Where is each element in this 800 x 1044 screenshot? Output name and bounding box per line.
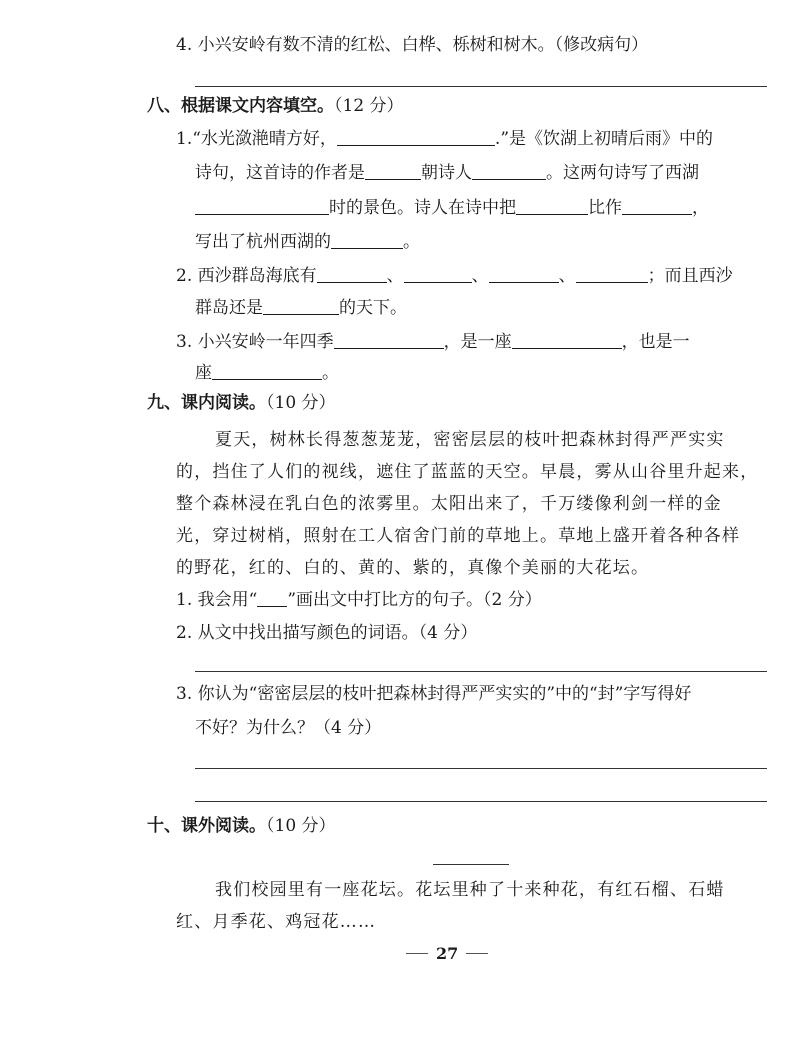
blank-seabed-4[interactable] xyxy=(576,268,648,283)
s9-q1 xyxy=(176,592,542,609)
blank-season[interactable] xyxy=(334,334,444,349)
section-10-heading xyxy=(147,818,336,835)
section-8-title: 八、根据课文内容填空。 xyxy=(147,96,334,116)
blank-treasure-1[interactable] xyxy=(512,334,622,349)
section-8-heading xyxy=(147,98,404,115)
section-8-points: （12 分） xyxy=(334,96,404,116)
section-9-points: （10 分） xyxy=(266,393,336,413)
answer-line[interactable] xyxy=(195,86,767,87)
blank-treasure-2[interactable] xyxy=(212,365,322,380)
s8-q2-text: ；而且西沙 xyxy=(647,266,733,286)
s8-q3-line2 xyxy=(195,365,339,382)
separator: 、 xyxy=(471,266,489,286)
s9-q3-line2: 不好？为什么？（4 分） xyxy=(195,718,382,738)
blank-seabed-2[interactable] xyxy=(404,268,472,283)
s9-q1-text: 1. 我会用“ xyxy=(176,590,258,610)
s8-q2-text: 2. 西沙群岛海底有 xyxy=(176,266,317,286)
s8-q3-text: ，也是一 xyxy=(621,332,690,352)
blank-dynasty[interactable] xyxy=(365,165,421,180)
s8-q1-text: 诗句，这首诗的作者是 xyxy=(195,163,365,183)
s8-q2-text: 群岛还是 xyxy=(195,298,263,318)
s8-q2-text: 的天下。 xyxy=(339,298,407,318)
answer-line[interactable] xyxy=(195,801,767,802)
divider xyxy=(466,953,488,954)
divider xyxy=(406,953,428,954)
s8-q1-text: 。这两句诗写了西湖 xyxy=(546,163,699,183)
blank-compare-a[interactable] xyxy=(516,200,588,215)
blank-feature[interactable] xyxy=(331,234,403,249)
blank-seabed-1[interactable] xyxy=(317,268,387,283)
s9-q2: 2. 从文中找出描写颜色的词语。（4 分） xyxy=(176,623,478,643)
s8-q3-text: 。 xyxy=(322,363,339,383)
passage-line: 整个森林浸在乳白色的浓雾里。太阳出来了，千万缕像利剑一样的金 xyxy=(176,494,722,514)
blank-weather[interactable] xyxy=(195,200,329,215)
title-blank[interactable] xyxy=(433,864,509,865)
s8-q3-line1 xyxy=(176,334,690,351)
page-number-value: 27 xyxy=(436,944,459,963)
s8-q1-text: ， xyxy=(692,198,709,218)
s8-q1-text: .”是《饮湖上初晴后雨》中的 xyxy=(494,129,714,149)
passage-line: 光，穿过树梢，照射在工人宿舍门前的草地上。草地上盛开着各种各样 xyxy=(176,526,741,546)
s8-q1-line3 xyxy=(195,200,709,217)
section-9-heading xyxy=(147,395,336,412)
underline-sample xyxy=(257,592,287,607)
passage-line: 夏天，树林长得葱葱茏茏，密密层层的枝叶把森林封得严严实实 xyxy=(215,430,725,450)
s8-q2-line2 xyxy=(195,300,407,317)
answer-line[interactable] xyxy=(195,671,767,672)
passage-line: 红、月季花、鸡冠花…… xyxy=(176,912,377,932)
s8-q1-text: 写出了杭州西湖的 xyxy=(195,232,331,252)
separator: 、 xyxy=(386,266,404,286)
passage-line: 我们校园里有一座花坛。花坛里种了十来种花，有红石榴、石蜡 xyxy=(215,880,725,900)
separator: 、 xyxy=(558,266,576,286)
question-4-modify-sentence: 4. 小兴安岭有数不清的红松、白桦、栎树和树木。（修改病句） xyxy=(176,35,649,55)
blank-poet[interactable] xyxy=(472,165,546,180)
blank-poem-line[interactable] xyxy=(337,131,495,146)
page-number xyxy=(398,946,496,962)
s8-q2-line1 xyxy=(176,268,733,285)
blank-seabed-3[interactable] xyxy=(489,268,559,283)
s8-q3-text: 座 xyxy=(195,363,212,383)
s8-q1-text: 1.“水光潋滟晴方好， xyxy=(176,129,337,149)
s8-q3-text: ，是一座 xyxy=(443,332,512,352)
section-10-title: 十、课外阅读。 xyxy=(147,816,266,836)
s8-q1-text: 。 xyxy=(403,232,420,252)
passage-line: 的野花，红的、白的、黄的、紫的，真像个美丽的大花坛。 xyxy=(176,558,650,578)
section-9-title: 九、课内阅读。 xyxy=(147,393,266,413)
section-10-points: （10 分） xyxy=(266,816,336,836)
s8-q1-line1 xyxy=(176,131,713,148)
s9-q1-text: ”画出文中打比方的句子。（2 分） xyxy=(287,590,542,610)
s8-q3-text: 3. 小兴安岭一年四季 xyxy=(176,332,334,352)
passage-line: 的，挡住了人们的视线，遮住了蓝蓝的天空。早晨，雾从山谷里升起来， xyxy=(176,462,759,482)
s8-q1-line4 xyxy=(195,234,420,251)
s8-q1-line2 xyxy=(195,165,699,182)
blank-compare-b[interactable] xyxy=(622,200,692,215)
answer-line[interactable] xyxy=(195,768,767,769)
blank-birds[interactable] xyxy=(263,300,339,315)
s8-q1-text: 朝诗人 xyxy=(421,163,472,183)
s8-q1-text: 时的景色。诗人在诗中把 xyxy=(329,198,516,218)
s9-q3-line1: 3. 你认为“密密层层的枝叶把森林封得严严实实的”中的“封”字写得好 xyxy=(176,684,692,704)
s8-q1-text: 比作 xyxy=(588,198,622,218)
